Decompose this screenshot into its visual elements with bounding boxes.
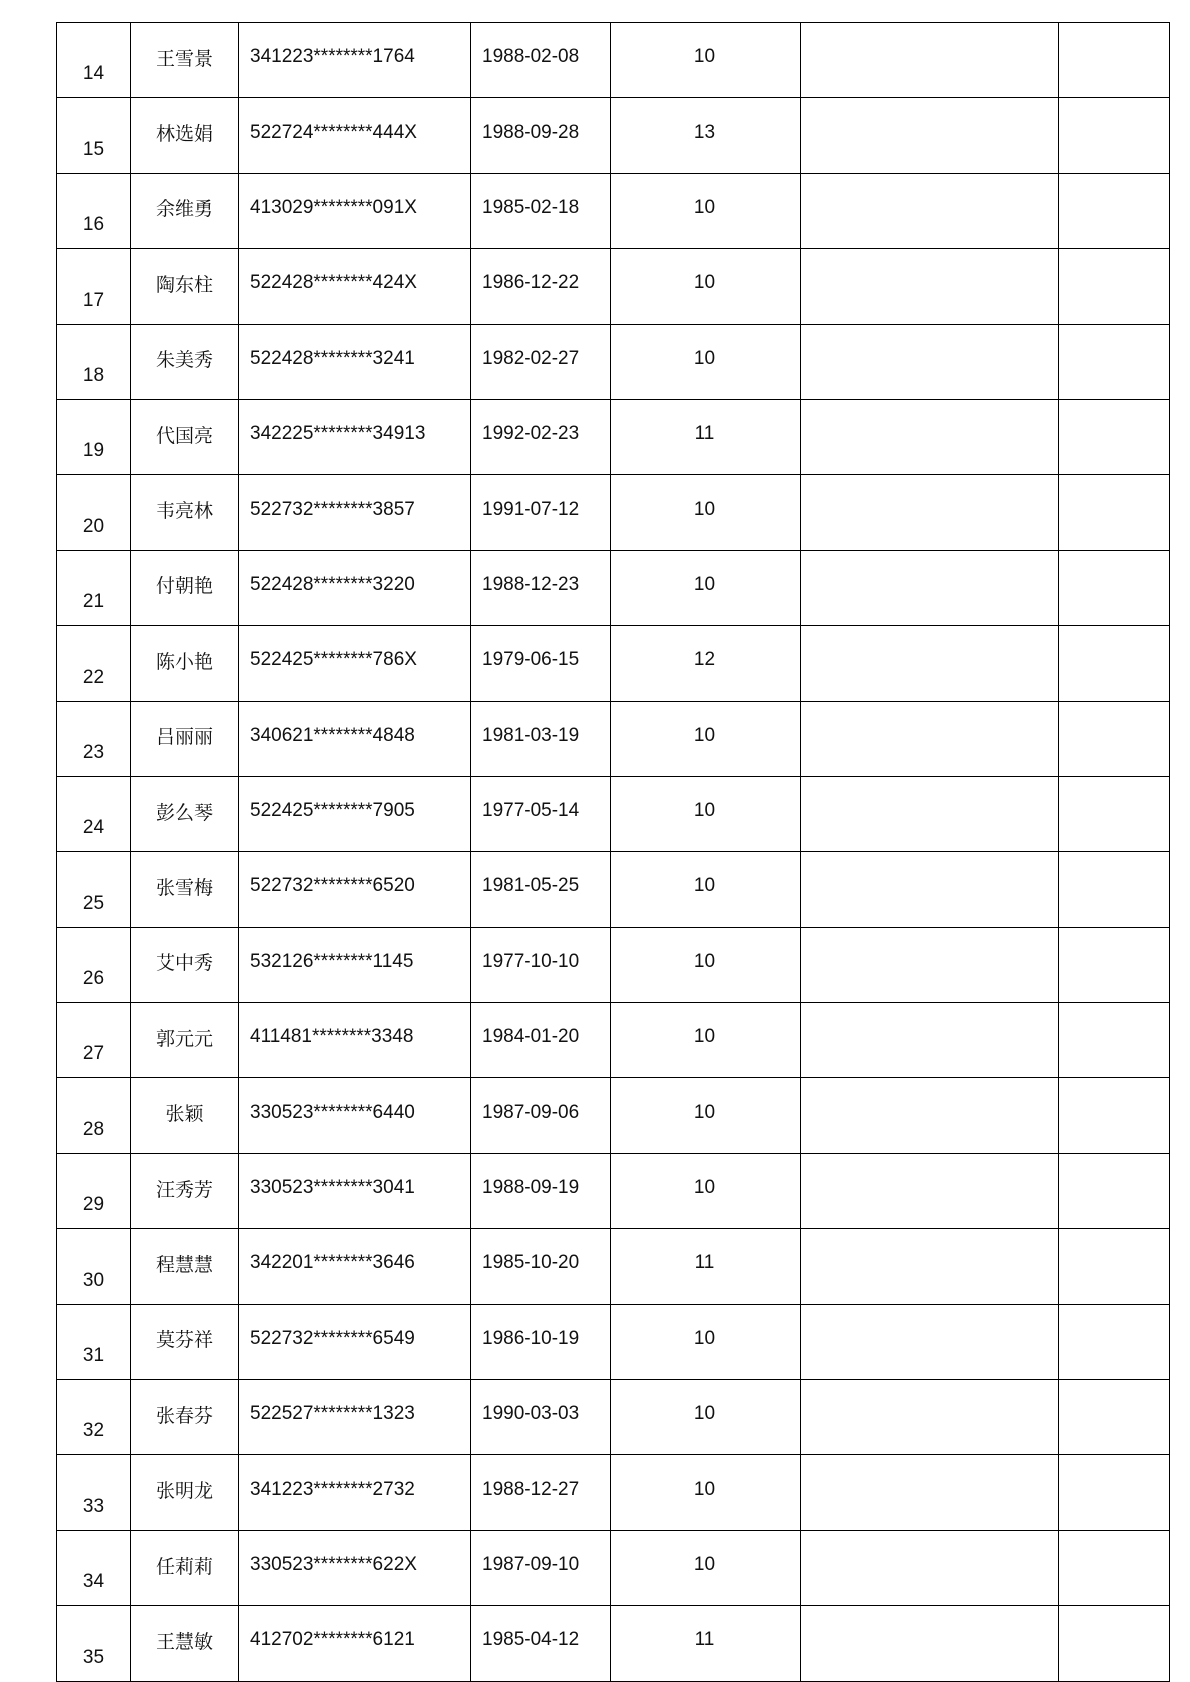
empty-cell xyxy=(801,1380,1059,1455)
table-row xyxy=(57,1455,1170,1530)
empty-cell xyxy=(801,399,1059,474)
table-row xyxy=(57,23,1170,98)
id-number-cell: 342201********3646 xyxy=(239,1229,471,1304)
birth-date-cell: 1988-09-28 xyxy=(471,98,611,173)
roster-table xyxy=(56,22,1170,1682)
name-cell: 陈小艳 xyxy=(131,626,239,701)
empty-cell xyxy=(801,475,1059,550)
id-number-cell: 522428********3220 xyxy=(239,550,471,625)
empty-cell xyxy=(801,927,1059,1002)
row-number-cell: 30 xyxy=(57,1229,131,1304)
birth-date-cell: 1982-02-27 xyxy=(471,324,611,399)
row-number-cell: 14 xyxy=(57,23,131,98)
id-number-cell: 522724********444X xyxy=(239,98,471,173)
birth-date-cell: 1987-09-10 xyxy=(471,1530,611,1605)
empty-cell xyxy=(1059,1229,1170,1304)
table-row xyxy=(57,701,1170,776)
id-number-cell: 522428********424X xyxy=(239,249,471,324)
table-row xyxy=(57,1003,1170,1078)
empty-cell xyxy=(1059,701,1170,776)
birth-date-cell: 1985-02-18 xyxy=(471,173,611,248)
empty-cell xyxy=(801,1304,1059,1379)
row-number-cell: 24 xyxy=(57,776,131,851)
empty-cell xyxy=(1059,626,1170,701)
id-number-cell: 341223********2732 xyxy=(239,1455,471,1530)
value-cell: 10 xyxy=(611,475,801,550)
empty-cell xyxy=(801,1153,1059,1228)
table-row xyxy=(57,249,1170,324)
table-row xyxy=(57,550,1170,625)
birth-date-cell: 1985-04-12 xyxy=(471,1606,611,1681)
name-cell: 王慧敏 xyxy=(131,1606,239,1681)
empty-cell xyxy=(1059,23,1170,98)
id-number-cell: 330523********622X xyxy=(239,1530,471,1605)
table-row xyxy=(57,475,1170,550)
id-number-cell: 522732********6520 xyxy=(239,852,471,927)
value-cell: 10 xyxy=(611,1380,801,1455)
empty-cell xyxy=(1059,550,1170,625)
table-row xyxy=(57,927,1170,1002)
name-cell: 艾中秀 xyxy=(131,927,239,1002)
name-cell: 莫芬祥 xyxy=(131,1304,239,1379)
value-cell: 11 xyxy=(611,1229,801,1304)
birth-date-cell: 1979-06-15 xyxy=(471,626,611,701)
value-cell: 10 xyxy=(611,1530,801,1605)
row-number-cell: 33 xyxy=(57,1455,131,1530)
row-number-cell: 18 xyxy=(57,324,131,399)
empty-cell xyxy=(1059,1003,1170,1078)
table-row xyxy=(57,1304,1170,1379)
name-cell: 朱美秀 xyxy=(131,324,239,399)
id-number-cell: 341223********1764 xyxy=(239,23,471,98)
row-number-cell: 17 xyxy=(57,249,131,324)
name-cell: 彭么琴 xyxy=(131,776,239,851)
empty-cell xyxy=(1059,852,1170,927)
empty-cell xyxy=(1059,927,1170,1002)
name-cell: 张雪梅 xyxy=(131,852,239,927)
empty-cell xyxy=(801,776,1059,851)
row-number-cell: 15 xyxy=(57,98,131,173)
name-cell: 任莉莉 xyxy=(131,1530,239,1605)
birth-date-cell: 1981-03-19 xyxy=(471,701,611,776)
value-cell: 10 xyxy=(611,1304,801,1379)
id-number-cell: 522527********1323 xyxy=(239,1380,471,1455)
empty-cell xyxy=(801,1455,1059,1530)
row-number-cell: 26 xyxy=(57,927,131,1002)
value-cell: 10 xyxy=(611,927,801,1002)
empty-cell xyxy=(1059,249,1170,324)
value-cell: 11 xyxy=(611,399,801,474)
empty-cell xyxy=(1059,1304,1170,1379)
value-cell: 10 xyxy=(611,1078,801,1153)
id-number-cell: 522428********3241 xyxy=(239,324,471,399)
row-number-cell: 32 xyxy=(57,1380,131,1455)
value-cell: 10 xyxy=(611,550,801,625)
name-cell: 韦亮林 xyxy=(131,475,239,550)
row-number-cell: 28 xyxy=(57,1078,131,1153)
birth-date-cell: 1987-09-06 xyxy=(471,1078,611,1153)
table-row xyxy=(57,1229,1170,1304)
table-row xyxy=(57,1078,1170,1153)
row-number-cell: 35 xyxy=(57,1606,131,1681)
birth-date-cell: 1986-10-19 xyxy=(471,1304,611,1379)
row-number-cell: 20 xyxy=(57,475,131,550)
table-row xyxy=(57,626,1170,701)
id-number-cell: 412702********6121 xyxy=(239,1606,471,1681)
empty-cell xyxy=(801,324,1059,399)
birth-date-cell: 1984-01-20 xyxy=(471,1003,611,1078)
table-row xyxy=(57,173,1170,248)
row-number-cell: 16 xyxy=(57,173,131,248)
table-row xyxy=(57,1153,1170,1228)
birth-date-cell: 1988-09-19 xyxy=(471,1153,611,1228)
empty-cell xyxy=(1059,1606,1170,1681)
row-number-cell: 23 xyxy=(57,701,131,776)
empty-cell xyxy=(801,852,1059,927)
empty-cell xyxy=(1059,776,1170,851)
id-number-cell: 522732********6549 xyxy=(239,1304,471,1379)
id-number-cell: 413029********091X xyxy=(239,173,471,248)
name-cell: 代国亮 xyxy=(131,399,239,474)
empty-cell xyxy=(1059,475,1170,550)
empty-cell xyxy=(801,1003,1059,1078)
empty-cell xyxy=(1059,399,1170,474)
birth-date-cell: 1988-02-08 xyxy=(471,23,611,98)
birth-date-cell: 1990-03-03 xyxy=(471,1380,611,1455)
empty-cell xyxy=(801,1606,1059,1681)
value-cell: 10 xyxy=(611,173,801,248)
row-number-cell: 34 xyxy=(57,1530,131,1605)
name-cell: 郭元元 xyxy=(131,1003,239,1078)
empty-cell xyxy=(1059,324,1170,399)
id-number-cell: 532126********1145 xyxy=(239,927,471,1002)
id-number-cell: 330523********3041 xyxy=(239,1153,471,1228)
name-cell: 王雪景 xyxy=(131,23,239,98)
value-cell: 11 xyxy=(611,1606,801,1681)
table-row xyxy=(57,324,1170,399)
empty-cell xyxy=(801,1229,1059,1304)
empty-cell xyxy=(801,701,1059,776)
table-row xyxy=(57,98,1170,173)
birth-date-cell: 1988-12-27 xyxy=(471,1455,611,1530)
value-cell: 10 xyxy=(611,249,801,324)
birth-date-cell: 1988-12-23 xyxy=(471,550,611,625)
empty-cell xyxy=(801,626,1059,701)
name-cell: 陶东柱 xyxy=(131,249,239,324)
value-cell: 10 xyxy=(611,1003,801,1078)
row-number-cell: 25 xyxy=(57,852,131,927)
value-cell: 12 xyxy=(611,626,801,701)
empty-cell xyxy=(1059,1380,1170,1455)
value-cell: 10 xyxy=(611,1153,801,1228)
id-number-cell: 342225********34913 xyxy=(239,399,471,474)
id-number-cell: 330523********6440 xyxy=(239,1078,471,1153)
id-number-cell: 522732********3857 xyxy=(239,475,471,550)
table-row xyxy=(57,1380,1170,1455)
empty-cell xyxy=(801,1530,1059,1605)
name-cell: 张明龙 xyxy=(131,1455,239,1530)
table-row xyxy=(57,852,1170,927)
table-row xyxy=(57,399,1170,474)
name-cell: 汪秀芳 xyxy=(131,1153,239,1228)
empty-cell xyxy=(1059,1078,1170,1153)
value-cell: 13 xyxy=(611,98,801,173)
empty-cell xyxy=(1059,1530,1170,1605)
empty-cell xyxy=(801,98,1059,173)
value-cell: 10 xyxy=(611,776,801,851)
row-number-cell: 21 xyxy=(57,550,131,625)
id-number-cell: 340621********4848 xyxy=(239,701,471,776)
value-cell: 10 xyxy=(611,701,801,776)
empty-cell xyxy=(1059,98,1170,173)
empty-cell xyxy=(801,550,1059,625)
id-number-cell: 411481********3348 xyxy=(239,1003,471,1078)
name-cell: 付朝艳 xyxy=(131,550,239,625)
birth-date-cell: 1981-05-25 xyxy=(471,852,611,927)
empty-cell xyxy=(1059,1455,1170,1530)
value-cell: 10 xyxy=(611,23,801,98)
roster-body xyxy=(57,23,1170,1682)
name-cell: 张颖 xyxy=(131,1078,239,1153)
name-cell: 张春芬 xyxy=(131,1380,239,1455)
name-cell: 林选娟 xyxy=(131,98,239,173)
id-number-cell: 522425********7905 xyxy=(239,776,471,851)
value-cell: 10 xyxy=(611,852,801,927)
table-row xyxy=(57,1530,1170,1605)
id-number-cell: 522425********786X xyxy=(239,626,471,701)
row-number-cell: 31 xyxy=(57,1304,131,1379)
name-cell: 余维勇 xyxy=(131,173,239,248)
empty-cell xyxy=(801,1078,1059,1153)
table-row xyxy=(57,776,1170,851)
birth-date-cell: 1992-02-23 xyxy=(471,399,611,474)
empty-cell xyxy=(1059,1153,1170,1228)
row-number-cell: 22 xyxy=(57,626,131,701)
empty-cell xyxy=(801,23,1059,98)
empty-cell xyxy=(801,249,1059,324)
row-number-cell: 27 xyxy=(57,1003,131,1078)
birth-date-cell: 1991-07-12 xyxy=(471,475,611,550)
birth-date-cell: 1977-10-10 xyxy=(471,927,611,1002)
birth-date-cell: 1977-05-14 xyxy=(471,776,611,851)
birth-date-cell: 1986-12-22 xyxy=(471,249,611,324)
table-row xyxy=(57,1606,1170,1681)
value-cell: 10 xyxy=(611,324,801,399)
row-number-cell: 19 xyxy=(57,399,131,474)
name-cell: 程慧慧 xyxy=(131,1229,239,1304)
empty-cell xyxy=(801,173,1059,248)
name-cell: 吕丽丽 xyxy=(131,701,239,776)
row-number-cell: 29 xyxy=(57,1153,131,1228)
empty-cell xyxy=(1059,173,1170,248)
value-cell: 10 xyxy=(611,1455,801,1530)
birth-date-cell: 1985-10-20 xyxy=(471,1229,611,1304)
